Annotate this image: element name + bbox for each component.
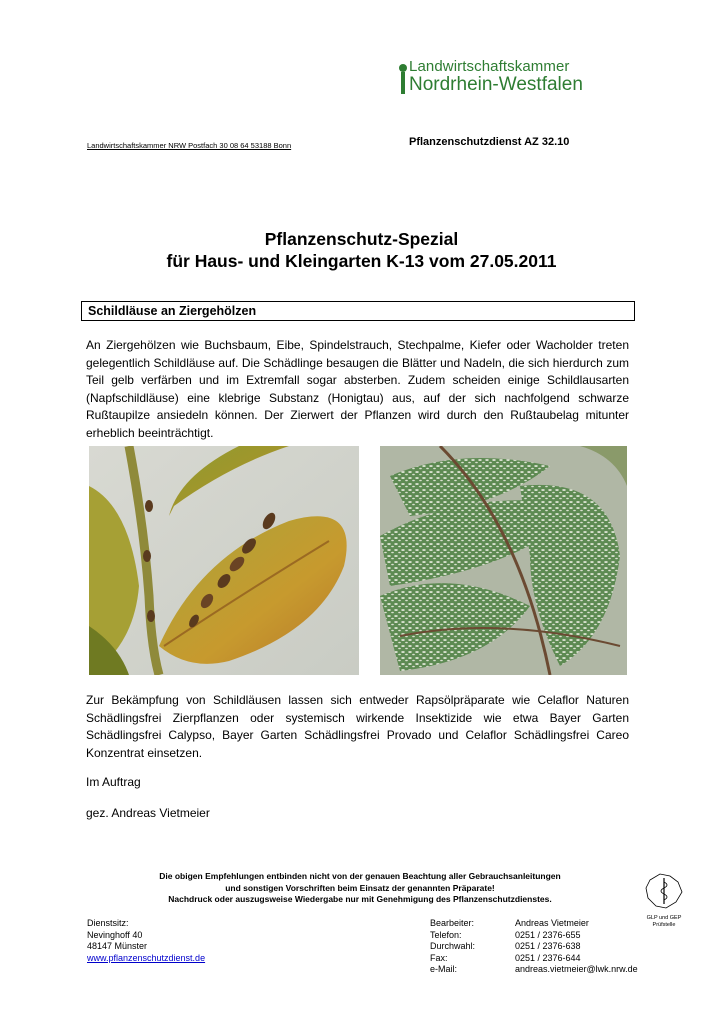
disclaimer-line3: Nachdruck oder auszugsweise Wiedergabe nur mit Genehmigung des Pflanzenschutzdienstes.	[168, 894, 552, 904]
contact-label: Telefon:	[430, 929, 462, 940]
contact-row	[430, 953, 638, 965]
contact-row	[430, 918, 638, 930]
photo-white-scale-infestation	[380, 446, 627, 675]
footer-address	[87, 918, 205, 964]
sender-address: Landwirtschaftskammer NRW Postfach 30 08 64 53188 Bonn	[87, 141, 292, 150]
contact-row	[430, 941, 638, 953]
document-title: Pflanzenschutz-Spezial	[264, 229, 459, 249]
disclaimer-line2: und sonstigen Vorschriften beim Einsatz der genannten Präparate!	[225, 882, 495, 893]
glp-certification-mark	[642, 870, 686, 930]
footer-contacts	[430, 918, 638, 976]
contact-row	[430, 964, 638, 976]
contact-value: 0251 / 2376-644	[515, 952, 581, 963]
website-link[interactable]: www.pflanzenschutzdienst.de	[87, 952, 206, 963]
closing-phrase: Im Auftrag	[86, 775, 141, 789]
intro-paragraph: An Ziergehölzen wie Buchsbaum, Eibe, Spindelstrauch, Stechpalme, Kiefer oder Wacholder treten gelegentlich Schildläuse auf. Die Schädlinge besaugen die Blätter und Nadeln, die sich hierdurch zum Teil gelb verfärben und im Extremfall sogar absterben. Zudem scheiden einige Schildlausarten (Napfschildläuse) eine klebrige Substanz (Honigtau) aus, auf der sich nachfolgend schwarze Rußtaupilze ansiedeln können. Der Zierwert der Pflanzen wird durch den Rußtaubelag mitunter erheblich beeinträchtigt.	[86, 338, 629, 440]
contact-label: Durchwahl:	[430, 941, 476, 951]
contact-value[interactable]: andreas.vietmeier@lwk.nrw.de	[515, 964, 638, 974]
section-heading-box	[81, 301, 635, 321]
signature: gez. Andreas Vietmeier	[86, 806, 210, 820]
glp-label	[642, 915, 686, 928]
nrw-map-icon	[642, 870, 686, 914]
street: Nevinghoff 40	[87, 929, 143, 940]
glp-label-line1: GLP und GEP	[646, 915, 682, 921]
contact-label: Bearbeiter:	[430, 918, 475, 928]
section-heading: Schildläuse an Ziergehölzen	[88, 304, 257, 318]
contact-label: e-Mail:	[430, 964, 458, 974]
contact-value: Andreas Vietmeier	[515, 918, 589, 928]
photo-scale-insects-boxwood	[89, 446, 359, 675]
city: 48147 Münster	[87, 941, 148, 951]
glp-label-line2: Prüfstelle	[652, 921, 676, 928]
contact-label: Fax:	[430, 952, 448, 963]
disclaimer-line1: Die obigen Empfehlungen entbinden nicht von der genauen Beachtung aller Gebrauchsanleitungen	[159, 871, 561, 881]
reference-number: Pflanzenschutzdienst AZ 32.10	[409, 136, 570, 148]
contact-row	[430, 930, 638, 942]
control-paragraph: Zur Bekämpfung von Schildläusen lassen sich entweder Rapsölpräparate wie Celaflor Naturen Schädlingsfrei Zierpflanzen oder systemisch wirkende Insektizide wie etwa Bayer Garten Schädlingsfrei Calypso, Bayer Garten Schädlingsfrei Provado und Celaflor Schädlingsfrei Careo Konzentrat einsetzen.	[86, 693, 629, 760]
document-subtitle: für Haus- und Kleingarten K-13 vom 27.05.2011	[166, 251, 557, 271]
contact-value: 0251 / 2376-638	[515, 941, 581, 951]
logo-bar-icon	[401, 72, 405, 94]
logo-text-line1: Landwirtschaftskammer	[409, 58, 570, 75]
disclaimer	[70, 871, 650, 906]
logo-text-line2: Nordrhein-Westfalen	[409, 74, 583, 95]
contact-value: 0251 / 2376-655	[515, 929, 581, 940]
seat-label: Dienstsitz:	[87, 918, 129, 928]
organization-logo	[398, 58, 598, 98]
logo-dot-icon	[399, 64, 407, 72]
